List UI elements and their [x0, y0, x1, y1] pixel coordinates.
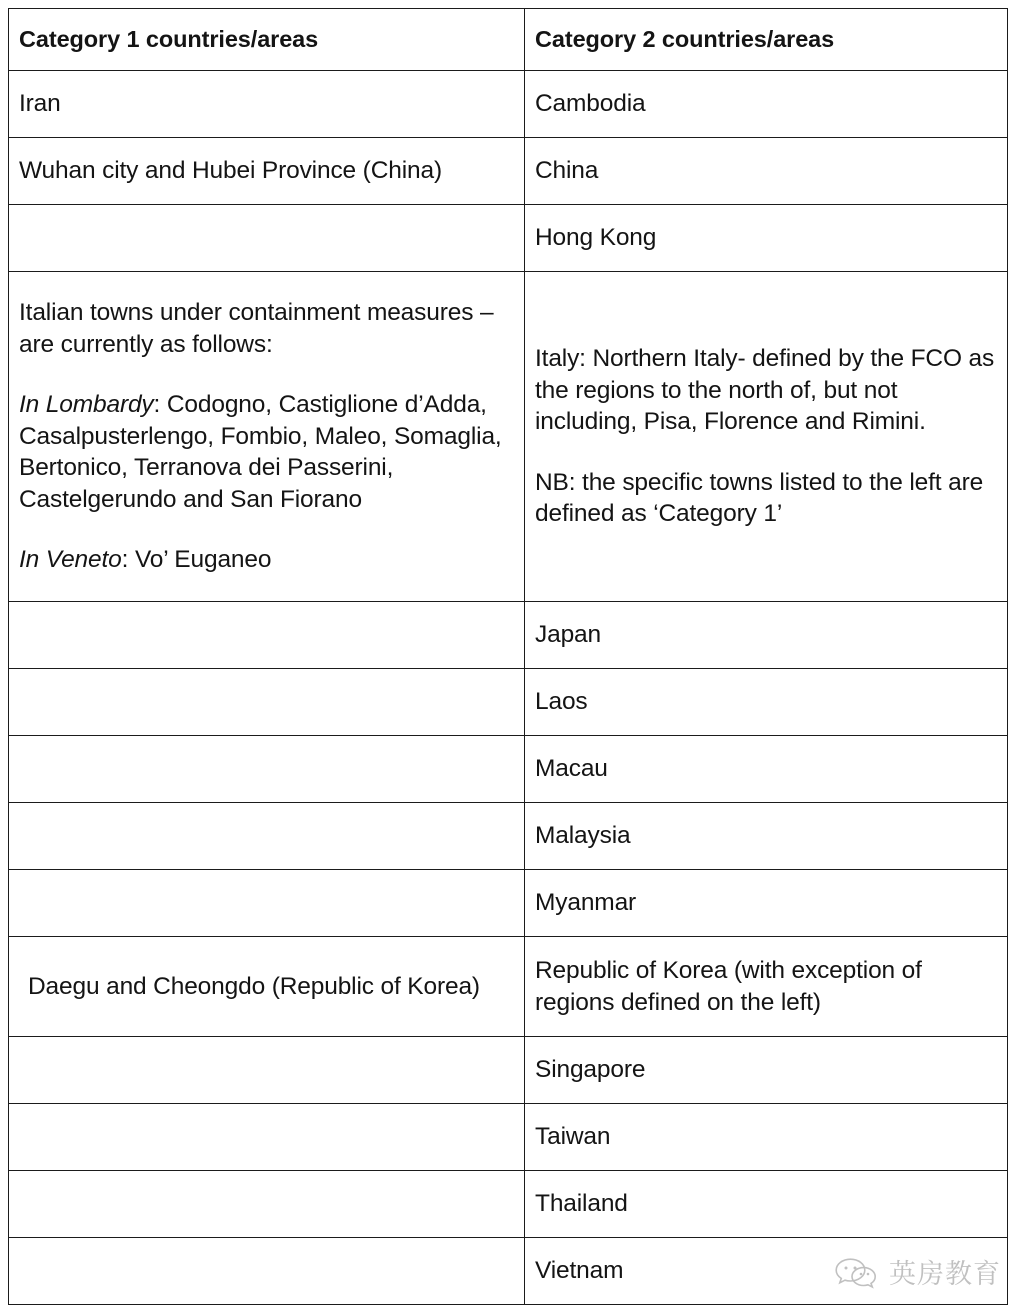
table-row — [9, 1238, 1008, 1305]
cell-text: Japan — [535, 621, 602, 649]
cell-category-1 — [9, 803, 525, 870]
italy-nb-paragraph: NB: the specific towns listed to the left are defined as ‘Category 1’ — [535, 468, 984, 528]
table-row — [9, 1037, 1008, 1104]
cell-category-2 — [525, 1238, 1008, 1305]
cell-text: Thailand — [535, 1190, 628, 1218]
cell-text: Republic of Korea (with exception of regions defined on the left) — [535, 956, 922, 1016]
table-row — [9, 669, 1008, 736]
table-row-korea — [9, 937, 1008, 1037]
cell-text: Wuhan city and Hubei Province (China) — [19, 157, 442, 185]
cell-text — [9, 759, 524, 779]
cell-category-2 — [525, 736, 1008, 803]
italy-definition-paragraph: Italy: Northern Italy- defined by the FCO as the regions to the north of, but not including, Pisa, Florence and Rimini. — [535, 344, 995, 436]
table-row — [9, 205, 1008, 272]
table-container — [8, 8, 1007, 1305]
cell-text — [9, 1127, 524, 1147]
cell-category-1-italy — [9, 272, 525, 602]
cell-category-2-korea — [525, 937, 1008, 1037]
table-row — [9, 602, 1008, 669]
header-label-category-2: Category 2 countries/areas — [535, 26, 835, 53]
cell-text-block — [9, 287, 524, 586]
cell-text: China — [535, 157, 599, 185]
cell-text: Daegu and Cheongdo (Republic of Korea) — [28, 972, 480, 1000]
lombardy-towns: : Codogno, Castiglione d’Adda, Casalpusterlengo, Fombio, Maleo, Somaglia, Bertonico, Terranova dei Passerini, Castelgerundo and San Fiorano — [19, 390, 502, 514]
table-header-row — [9, 9, 1008, 71]
table-row — [9, 138, 1008, 205]
table-row — [9, 736, 1008, 803]
cell-text: Taiwan — [535, 1123, 611, 1151]
cell-text — [9, 1194, 524, 1214]
cell-text: Macau — [535, 755, 608, 783]
lombardy-label: In Lombardy — [19, 390, 154, 418]
cell-category-1 — [9, 1238, 525, 1305]
cell-category-1 — [9, 71, 525, 138]
cell-category-2 — [525, 1037, 1008, 1104]
header-label-category-1: Category 1 countries/areas — [19, 26, 319, 53]
veneto-label: In Veneto — [19, 546, 122, 574]
cell-text — [9, 1060, 524, 1080]
cell-category-2 — [525, 205, 1008, 272]
cell-category-1 — [9, 736, 525, 803]
italy-intro-paragraph: Italian towns under containment measures – are currently as follows: — [19, 298, 494, 358]
veneto-towns: : Vo’ Euganeo — [121, 546, 272, 574]
cell-text: Myanmar — [535, 889, 637, 917]
cell-category-1 — [9, 602, 525, 669]
cell-text: Hong Kong — [535, 224, 657, 252]
cell-category-2 — [525, 803, 1008, 870]
table-row — [9, 1171, 1008, 1238]
cell-text-block — [525, 333, 1007, 540]
cell-category-1 — [9, 1171, 525, 1238]
cell-text: Vietnam — [535, 1257, 624, 1285]
cell-category-1 — [9, 1037, 525, 1104]
cell-category-1 — [9, 205, 525, 272]
cell-category-2 — [525, 870, 1008, 937]
cell-text — [9, 692, 524, 712]
cell-text — [9, 625, 524, 645]
table-row — [9, 71, 1008, 138]
cell-text: Malaysia — [535, 822, 631, 850]
watermark-text: 英房教育 — [889, 1259, 1001, 1290]
cell-text: Iran — [19, 90, 61, 118]
cell-category-2 — [525, 602, 1008, 669]
table-row — [9, 803, 1008, 870]
cell-category-2 — [525, 669, 1008, 736]
cell-category-2 — [525, 1104, 1008, 1171]
cell-category-1 — [9, 669, 525, 736]
cell-text — [9, 893, 524, 913]
header-cell-category-1 — [9, 9, 525, 71]
cell-category-1 — [9, 138, 525, 205]
cell-category-2 — [525, 138, 1008, 205]
cell-category-2-italy — [525, 272, 1008, 602]
table-row-italy — [9, 272, 1008, 602]
cell-category-1 — [9, 1104, 525, 1171]
table-row — [9, 1104, 1008, 1171]
cell-text: Singapore — [535, 1056, 646, 1084]
cell-category-2 — [525, 71, 1008, 138]
table-row — [9, 870, 1008, 937]
cell-text: Laos — [535, 688, 588, 716]
veneto-paragraph — [19, 544, 512, 576]
cell-category-1-korea — [9, 937, 525, 1037]
cell-text — [9, 228, 524, 248]
cell-category-1 — [9, 870, 525, 937]
lombardy-paragraph — [19, 389, 512, 516]
header-cell-category-2 — [525, 9, 1008, 71]
cell-category-2 — [525, 1171, 1008, 1238]
category-countries-table — [8, 8, 1008, 1305]
cell-text: Cambodia — [535, 90, 646, 118]
cell-text — [9, 1261, 524, 1281]
cell-text — [9, 826, 524, 846]
